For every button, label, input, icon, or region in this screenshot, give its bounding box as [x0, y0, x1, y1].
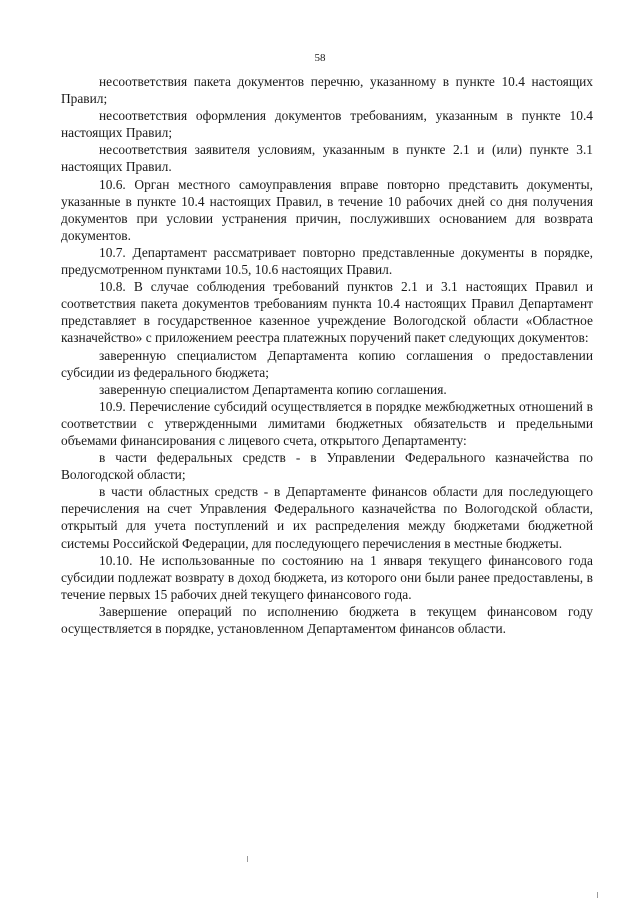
paragraph: 10.8. В случае соблюдения требований пунктов 2.1 и 3.1 настоящих Правил и соответствия пакета документов требованиям пункта 10.4 настоящих Правил Департамент представляет в государственное казенное учреждение Вологодской области «Областное казначейство» с приложением реестра платежных поручений пакет следующих документов: — [61, 279, 593, 346]
paragraph: 10.9. Перечисление субсидий осуществляется в порядке межбюджетных отношений в соответствии с утвержденными лимитами бюджетных обязательств и предельными объемами финансирования с лицевого счета, открытого Департаменту: — [61, 398, 593, 448]
page-number: 58 — [314, 52, 326, 64]
paragraph: заверенную специалистом Департамента копию соглашения. — [99, 381, 447, 397]
paragraph: 10.10. Не использованные по состоянию на 1 января текущего финансового года субсидии подлежат возврату в доход бюджета, из которого они были ранее предоставлены, в течение первых 15 рабочих дней текущего финансового года. — [61, 552, 593, 602]
scan-mark — [597, 892, 598, 898]
paragraph: 10.6. Орган местного самоуправления вправе повторно представить документы, указанные в пункте 10.4 настоящих Правил, в течение 10 рабочих дней со дня получения документов при условии устранения причин, послуживших основанием для возврата документов. — [61, 176, 593, 243]
document-body — [61, 73, 593, 637]
paragraph: в части федеральных средств - в Управлении Федерального казначейства по Вологодской области; — [61, 450, 593, 483]
paragraph: 10.7. Департамент рассматривает повторно представленные документы в порядке, предусмотренном пунктами 10.5, 10.6 настоящих Правил. — [61, 244, 593, 278]
paragraph: несоответствия пакета документов перечню, указанному в пункте 10.4 настоящих Правил; — [61, 74, 593, 107]
paragraph: Завершение операций по исполнению бюджета в текущем финансовом году осуществляется в порядке, установленном Департаментом финансов области. — [61, 603, 593, 636]
paragraph: несоответствия заявителя условиям, указанным в пункте 2.1 и (или) пункте 3.1 настоящих Правил. — [61, 142, 593, 175]
scan-mark — [247, 856, 248, 862]
paragraph: несоответствия оформления документов требованиям, указанным в пункте 10.4 настоящих Правил; — [61, 108, 593, 141]
paragraph: заверенную специалистом Департамента копию соглашения о предоставлении субсидии из федерального бюджета; — [61, 347, 593, 380]
paragraph: в части областных средств - в Департаменте финансов области для последующего перечисления на счет Управления Федерального казначейства по Вологодской области, открытый для учета поступлений и их распределения между бюджетами бюджетной системы Российской Федерации, для последующего перечисления в местные бюджеты. — [61, 484, 593, 551]
